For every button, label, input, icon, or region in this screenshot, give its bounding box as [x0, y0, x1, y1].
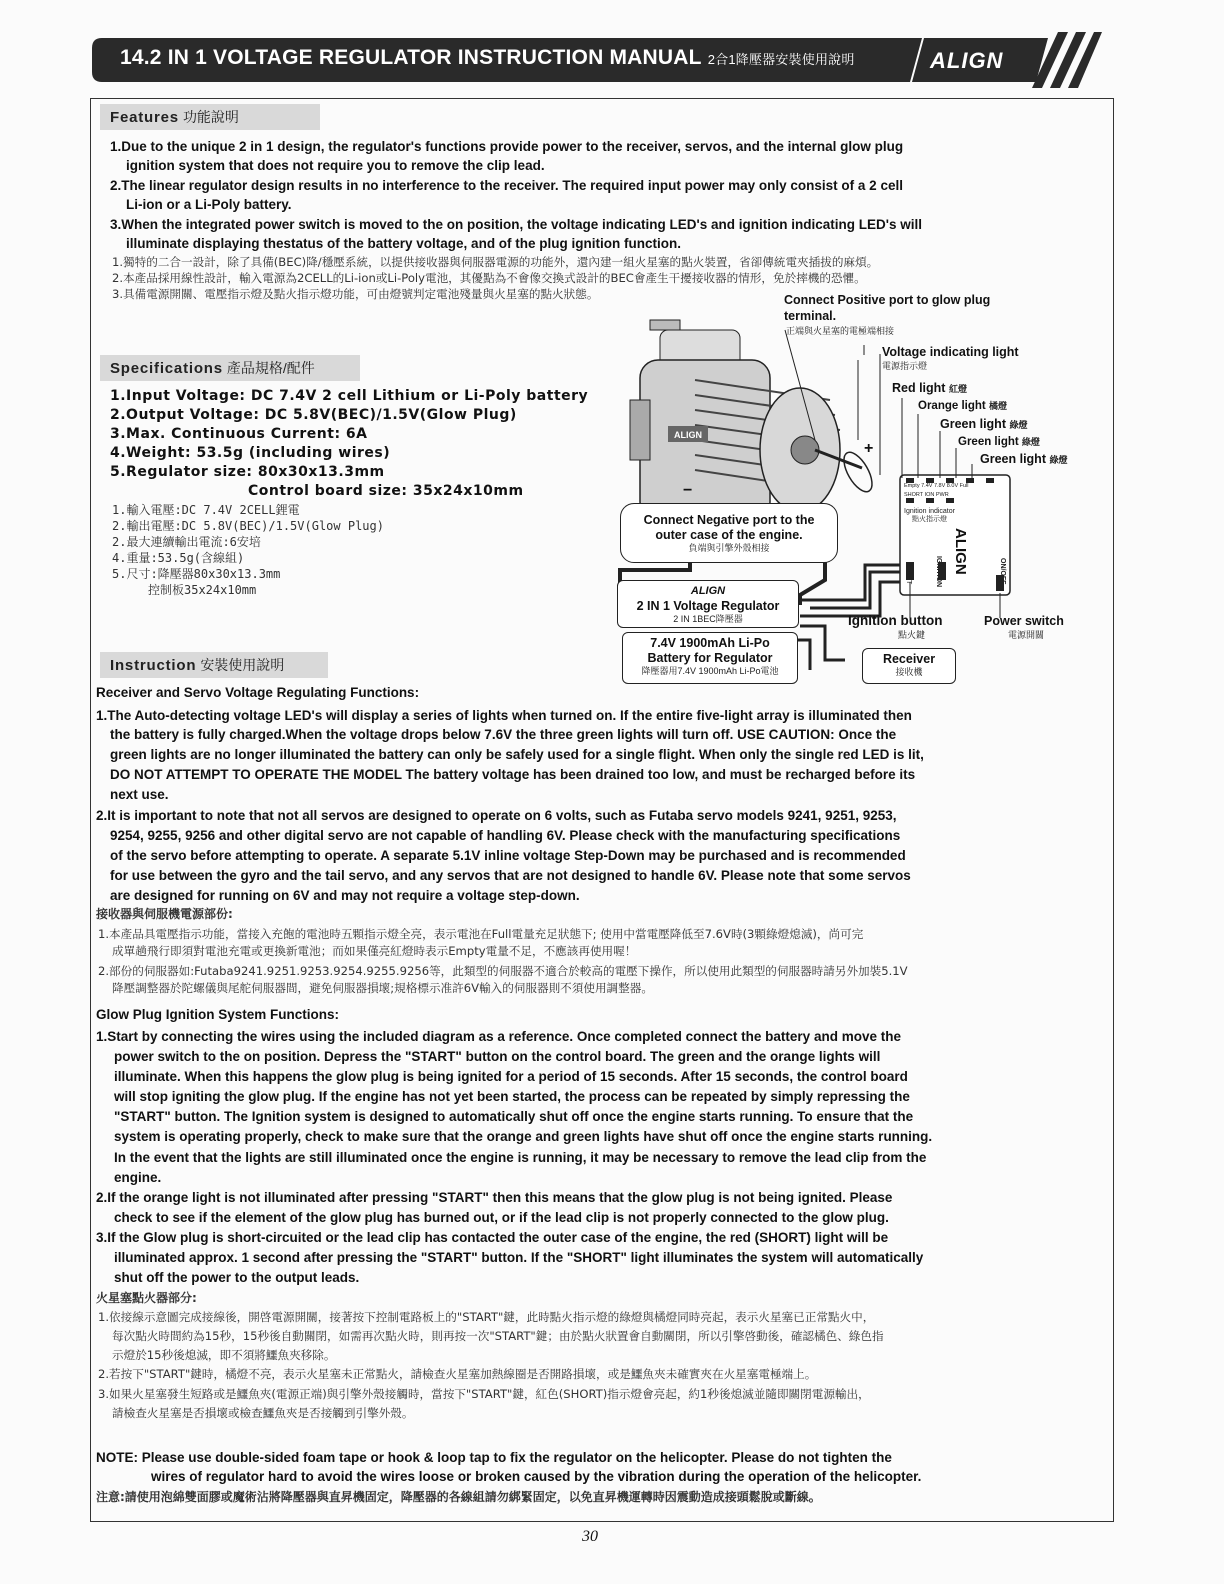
board-ignition-label: IGNITION — [935, 556, 942, 588]
instruction-line: will stop igniting the glow plug. If the engine has not yet been started, the process can be repeated by simply repressing the — [114, 1089, 910, 1104]
spec-line: Control board size: 35x24x10mm — [248, 483, 524, 499]
note-line: wires of regulator hard to avoid the wires loose or broken caused by the vibration during the operation of the helicopter. — [151, 1469, 922, 1484]
instruction-line: green lights are no longer illuminated the battery can only be safely used for a single flight. When only the single red LED is lit, — [110, 747, 924, 762]
instruction-line-cn: 每次點火時間約為15秒，15秒後自動關閉，如需再次點火時，則再按一次"START"鍵；由於點火狀置會自動關閉，所以引擎啓動後，確認橘色、綠色指 — [112, 1329, 884, 1343]
instruction-line: engine. — [114, 1170, 162, 1185]
instruction-line: next use. — [110, 787, 169, 802]
instruction-line: 1.Start by connecting the wires using the included diagram as a reference. Once completed connect the battery and move the — [96, 1029, 901, 1044]
red-light-label: Red light 紅燈 — [892, 381, 967, 395]
ignition-indicator-label-cn: 點火指示燈 — [912, 516, 947, 523]
board-led-labels-2: SHORT ION PWR — [904, 492, 949, 498]
header-banner — [92, 32, 1102, 88]
connect-positive-label: Connect Positive port to glow plug — [784, 293, 991, 307]
board-brand: ALIGN — [952, 528, 969, 575]
instruction-line: 9254, 9255, 9256 and other digital servo are not capable of handling 6V. Please check with the manufacturing specifications — [110, 828, 901, 843]
spec-line: 3.Max. Continuous Current: 6A — [110, 426, 368, 442]
instruction-line-cn: 2.若按下"START"鍵時，橘燈不亮，表示火星塞未正常點火，請檢查火星塞加熱線圈是否開路損壞，或是鱷魚夾未確實夾在火星塞電極端上。 — [98, 1367, 817, 1381]
instruction-line: illuminate. When this happens the glow plug is being ignited for a period of 15 seconds. After 15 seconds, the control board — [114, 1069, 908, 1084]
spec-line-cn: 2.最大連續輸出電流:6安培 — [112, 535, 261, 549]
page-number: 30 — [582, 1528, 598, 1545]
spec-line: 4.Weight: 53.5g (including wires) — [110, 445, 391, 461]
features-line-cn: 3.具備電源開關、電壓指示燈及點火指示燈功能，可由燈號判定電池殘量與火星塞的點火狀態。 — [112, 287, 599, 301]
instruction-line: power switch to the on position. Depress the "START" button on the control board. The green and the orange lights will — [114, 1049, 881, 1064]
instruction-line: 3.If the Glow plug is short-circuited or the lead clip has contacted the outer case of the engine, the red (SHORT) light will be — [96, 1230, 889, 1245]
orange-light-label: Orange light 橘燈 — [918, 400, 1007, 412]
instruction-line: illuminated approx. 1 second after pressing the "START" button. If the "SHORT" light illuminates the system will automatically — [114, 1250, 924, 1265]
minus-sign: − — [683, 482, 693, 499]
instruction-line-cn: 降壓調整器於陀螺儀與尾舵伺服器間，避免伺服器損壞;規格標示准許6V輸入的伺服器則不須使用調整器。 — [112, 981, 653, 995]
features-line-cn: 2.本產品採用線性設計，輸入電源為2CELL的Li-ion或Li-Poly電池，其優點為不會像交換式設計的BEC會產生干擾接收器的情形，免於摔機的恐懼。 — [112, 271, 866, 285]
connect-positive-label-2: terminal. — [784, 309, 837, 323]
instruction-line-cn: 請檢查火星塞是否損壞或檢查鱷魚夾是否接觸到引擎外殼。 — [112, 1406, 414, 1420]
instruction-subheading: Glow Plug Ignition System Functions: — [96, 1007, 339, 1022]
instruction-subheading-cn: 接收器與伺服機電源部份: — [96, 907, 233, 921]
note-line: NOTE: Please use double-sided foam tape or hook & loop tap to fix the regulator on the helicopter. Please do not tighten the — [96, 1450, 892, 1465]
features-line: 1.Due to the unique 2 in 1 design, the regulator's functions provide power to the receiver, servos, and the internal glow plug — [110, 139, 904, 154]
page-title: 14.2 IN 1 VOLTAGE REGULATOR INSTRUCTION MANUAL 2合1降壓器安裝使用說明 — [120, 46, 855, 69]
instruction-line: 2.It is important to note that not all servos are designed to operate on 6 volts, such as Futaba servo models 9241, 9251, 9253, — [96, 808, 897, 823]
instruction-line: "START" button. The Ignition system is designed to automatically shut off once the engine starts running. To ensure that the — [114, 1109, 914, 1124]
instruction-line: system is operating properly, check to make sure that the orange and green lights have shut off once the engine starts running. — [114, 1129, 933, 1144]
receiver-box: Receiver 接收機 — [862, 648, 956, 684]
features-line-cn: 1.獨特的二合一設計，除了具備(BEC)降/穩壓系統，以提供接收器與伺服器電源的功能外，還內建一組火星塞的點火裝置，省卻傳統電夾插拔的麻煩。 — [112, 255, 879, 269]
power-switch-label: Power switch — [984, 614, 1064, 628]
features-line: 3.When the integrated power switch is moved to the on position, the voltage indicating LED's and ignition indicating LED's will — [110, 217, 922, 232]
instruction-line-cn: 1.依接線示意圖完成接線後，開啓電源開關，接著按下控制電路板上的"START"鍵，此時點火指示燈的綠燈與橘燈同時亮起，表示火星塞已正常點火中， — [98, 1310, 875, 1324]
engine-brand: ALIGN — [674, 430, 702, 440]
voltage-light-label-cn: 電源指示燈 — [882, 361, 928, 371]
instruction-line: In the event that the lights are still illuminated once the engine is running, it may be necessary to remove the lead clip from the — [114, 1150, 927, 1165]
spec-line-cn: 4.重量:53.5g(含線組) — [112, 551, 245, 565]
board-onoff-label: ON/OFF — [999, 558, 1006, 585]
page-title-cn: 2合1降壓器安裝使用說明 — [707, 52, 855, 67]
ignition-indicator-label: Ignition indicator — [904, 508, 955, 515]
instruction-line: check to see if the element of the glow plug has burned out, or if the lead clip is not properly connected to the glow plug. — [114, 1210, 889, 1225]
connect-positive-label-cn: 正端與火星塞的電極端相接 — [786, 326, 895, 336]
spec-line-cn: 控制板35x24x10mm — [148, 583, 257, 597]
instruction-line-cn: 2.部份的伺服器如:Futaba9241.9251.9253.9254.9255.9256等，此類型的伺服器不適合於較高的電壓下操作，所以使用此類型的伺服器時請另外加裝5.1V — [98, 964, 908, 978]
note-line-cn: 注意:請使用泡綿雙面膠或魔術沾將降壓器與直昇機固定，降壓器的各線組請勿綁緊固定，以免直昇機運轉時因震動造成接頭鬆脫或斷線。 — [96, 1490, 821, 1504]
spec-line: 2.Output Voltage: DC 5.8V(BEC)/1.5V(Glow Plug) — [110, 407, 517, 423]
regulator-box: ALIGN 2 IN 1 Voltage Regulator 2 IN 1BEC降壓器 — [617, 580, 799, 628]
specifications-heading: Specifications 產品規格/配件 — [100, 355, 360, 381]
brand-logo: ALIGN — [930, 48, 1004, 73]
instruction-line-cn: 示燈於15秒後熄滅，即不須將鱷魚夾移除。 — [112, 1348, 336, 1362]
instruction-subheading-cn: 火星塞點火器部分: — [96, 1291, 197, 1305]
instruction-line-cn: 成單趟飛行即須對電池充電或更換新電池；而如果僅亮紅燈時表示Empty電量不足，不應該再使用喔！ — [112, 944, 637, 958]
green-light-label-3: Green light 綠燈 — [980, 452, 1068, 466]
power-switch-label-cn: 電源開關 — [1008, 630, 1045, 640]
spec-line-cn: 1.輸入電壓:DC 7.4V 2CELL鋰電 — [112, 503, 300, 517]
spec-line-cn: 5.尺寸:降壓器80x30x13.3mm — [112, 567, 281, 581]
spec-line: 1.Input Voltage: DC 7.4V 2 cell Lithium or Li-Poly battery — [110, 388, 589, 404]
engine-illustration — [630, 320, 878, 530]
connect-negative-callout: Connect Negative port to the outer case of the engine. 負端與引擎外殼相接 — [620, 503, 838, 563]
instruction-line: 2.If the orange light is not illuminated after pressing "START" then this means that the glow plug is not being ignited. Please — [96, 1190, 893, 1205]
instruction-subheading: Receiver and Servo Voltage Regulating Functions: — [96, 685, 420, 700]
instruction-line: the battery is fully charged.When the voltage drops below 7.6V the three green lights will turn off. USE CAUTION: Once the — [110, 727, 897, 742]
board-led-labels: Empty 7.4V 7.8V 8.0V Full — [904, 483, 969, 489]
instruction-heading: Instruction 安裝使用說明 — [100, 652, 328, 678]
features-line: Li-ion or a Li-Poly battery. — [126, 197, 292, 212]
ignition-button-label: Ignition button — [848, 613, 943, 628]
instruction-line: for use between the gyro and the tail servo, and any servos that are not designed to handle 6V. Please note that some servos — [110, 868, 911, 883]
instruction-line: DO NOT ATTEMPT TO OPERATE THE MODEL The battery voltage has been drained too low, and must be recharged before its — [110, 767, 916, 782]
instruction-line: of the servo before attempting to operate. A separate 5.1V inline voltage Step-Down may be purchased and is recommended — [110, 848, 906, 863]
battery-box: 7.4V 1900mAh Li-Po Battery for Regulator 降壓器用7.4V 1900mAh Li-Po電池 — [622, 632, 798, 684]
instruction-line-cn: 1.本產品具電壓指示功能，當接入充飽的電池時五顆指示燈全亮，表示電池在Full電量充足狀態下; 使用中當電壓降低至7.6V時(3顆綠燈熄滅)，尚可完 — [98, 927, 864, 941]
green-light-label-2: Green light 綠燈 — [958, 436, 1040, 448]
board-start-label: START — [905, 562, 912, 585]
voltage-light-label: Voltage indicating light — [882, 345, 1019, 359]
instruction-line-cn: 3.如果火星塞發生短路或是鱷魚夾(電源正端)與引擎外殼接觸時，當按下"START"鍵，紅色(SHORT)指示燈會亮起，約1秒後熄滅並隨即關閉電源輸出， — [98, 1387, 870, 1401]
instruction-line: shut off the power to the output leads. — [114, 1270, 360, 1285]
spec-line-cn: 2.輸出電壓:DC 5.8V(BEC)/1.5V(Glow Plug) — [112, 519, 384, 533]
spec-line: 5.Regulator size: 80x30x13.3mm — [110, 464, 385, 480]
instruction-line: are designed for running on 6V and may not require a voltage step-down. — [110, 888, 580, 903]
instruction-line: 1.The Auto-detecting voltage LED's will display a series of lights when turned on. If the entire five-light array is illuminated then — [96, 708, 912, 723]
green-light-label-1: Green light 綠燈 — [940, 417, 1028, 431]
ignition-button-label-cn: 點火鍵 — [898, 630, 926, 640]
plus-sign: + — [864, 440, 874, 457]
features-line: 2.The linear regulator design results in no interference to the receiver. The required input power may only consist of a 2 cell — [110, 178, 903, 193]
features-heading: Features 功能說明 — [100, 104, 320, 130]
features-line: illuminate displaying thestatus of the battery voltage, and of the plug ignition function. — [126, 236, 682, 251]
features-line: ignition system that does not require you to remove the clip lead. — [126, 158, 545, 173]
